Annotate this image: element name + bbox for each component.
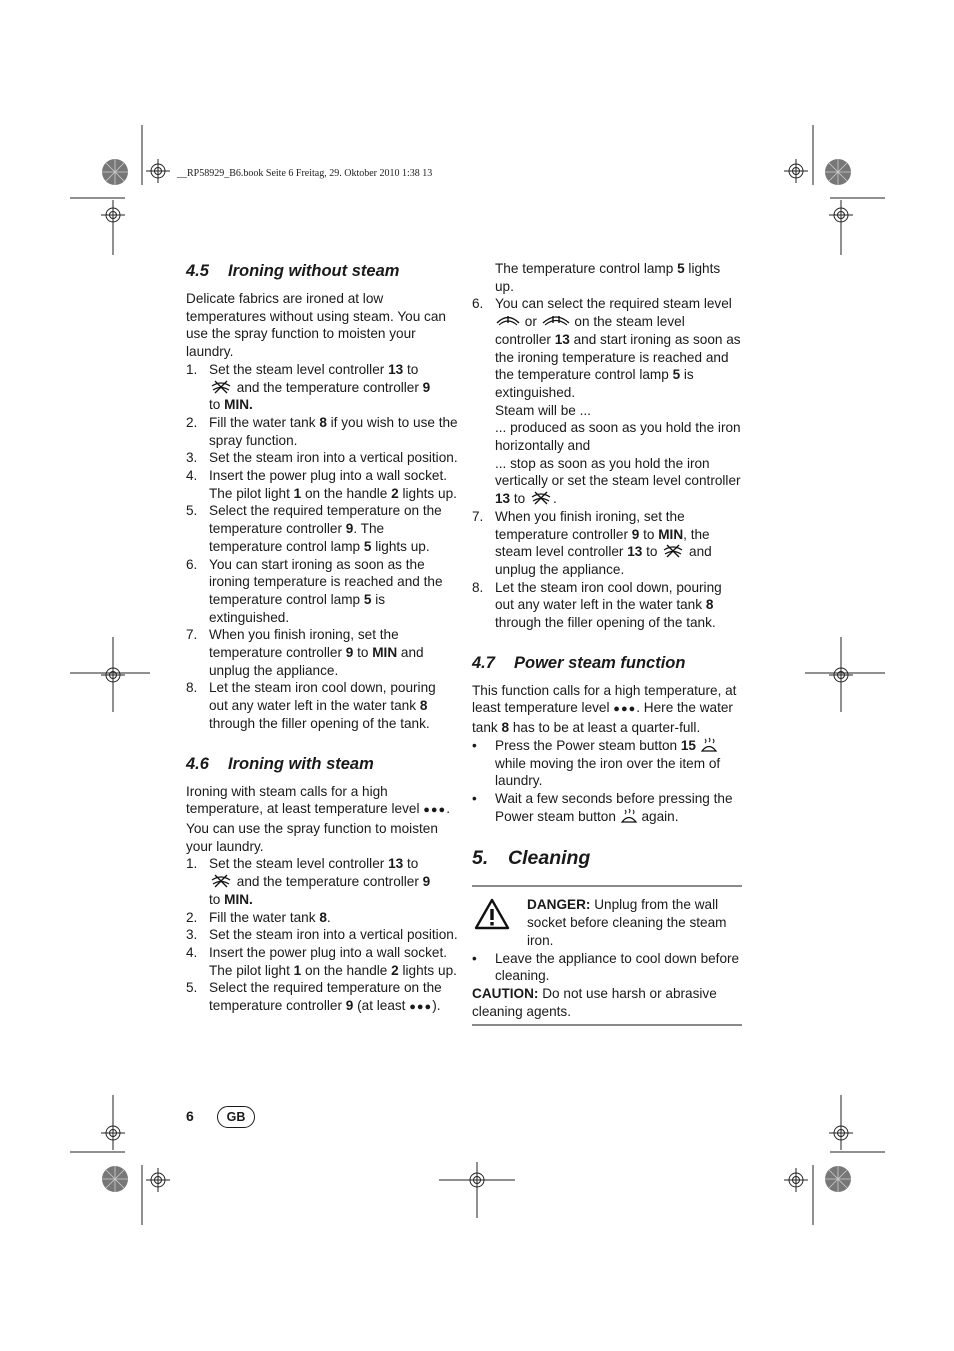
section-intro: Delicate fabrics are ironed at low temperatures without using steam. You can use the spray function to moisten your laundry. — [186, 291, 446, 360]
right-column — [472, 260, 742, 1026]
list-item: 1. Set the steam level controller 13 to and the temperature controller 9 to MIN. — [186, 856, 431, 907]
warning-icon — [474, 898, 510, 930]
page-number: 6 — [186, 1108, 194, 1124]
section-heading-4-7: 4.7 Power steam function — [472, 653, 686, 672]
caution-note: CAUTION: Do not use harsh or abrasive cleaning agents. — [472, 985, 717, 1019]
list-item: • Leave the appliance to cool down before cleaning. — [472, 950, 740, 984]
list-item: 1. Set the steam level controller 13 to and the temperature controller 9 to MIN. — [186, 361, 431, 413]
list-item: 4. Insert the power plug into a wall socket. The pilot light 1 on the handle 2 lights up. — [186, 468, 457, 501]
section-intro: Ironing with steam calls for a high temperature, at least temperature level ●●●. You can use the spray function to moisten your laundry. — [186, 783, 450, 854]
print-header: __RP58929_B6.book Seite 6 Freitag, 29. Oktober 2010 1:38 13 — [177, 168, 433, 179]
list-item: 8. Let the steam iron cool down, pouring out any water left in the water tank 8 through the filler opening of the tank. — [186, 680, 436, 731]
section-heading-4-6: 4.6 Ironing with steam — [186, 754, 374, 773]
section-heading-4-5: 4.5 Ironing without steam — [186, 262, 400, 280]
left-column — [186, 260, 458, 1017]
power-steam-icon — [620, 808, 638, 824]
box-rule-bottom — [472, 1024, 742, 1026]
continuation-text: The temperature control lamp 5 lights up. — [495, 261, 721, 294]
steam-off-icon — [529, 490, 553, 506]
steps-list — [472, 295, 742, 631]
bullet-list — [472, 950, 742, 985]
list-item: • Wait a few seconds before pressing the Power steam button again. — [472, 790, 733, 824]
steam-level-high-icon — [541, 313, 571, 329]
list-item: 3. Set the steam iron into a vertical position. — [186, 450, 458, 466]
list-item: 4. Insert the power plug into a wall socket. The pilot light 1 on the handle 2 lights up. — [186, 944, 457, 978]
steam-off-icon — [209, 379, 233, 395]
steps-list — [186, 855, 458, 1016]
list-item: 3. Set the steam iron into a vertical position. — [186, 927, 458, 943]
list-item: 2. Fill the water tank 8 if you wish to use the spray function. — [186, 414, 458, 448]
list-item: 7. When you finish ironing, set the temperature controller 9 to MIN, the steam level controller 13 to and unplug the appliance. — [472, 508, 712, 577]
list-item: 2. Fill the water tank 8. — [186, 909, 331, 925]
steam-level-low-icon — [495, 313, 521, 329]
bullet-list — [472, 737, 742, 826]
list-item: 8. Let the steam iron cool down, pouring out any water left in the water tank 8 through the filler opening of the tank. — [472, 579, 722, 631]
chapter-heading-cleaning: 5. Cleaning — [472, 847, 591, 870]
section-intro: This function calls for a high temperature, at least temperature level ●●●. Here the water tank 8 has to be at least a quarter-full. — [472, 682, 737, 736]
box-rule-top — [472, 885, 742, 887]
list-item: 5. Select the required temperature on the temperature controller 9. The temperature control lamp 5 lights up. — [186, 503, 442, 554]
list-item: 5. Select the required temperature on the temperature controller 9 (at least ●●●). — [186, 980, 442, 1014]
steam-off-icon — [209, 873, 233, 889]
list-item: • Press the Power steam button 15 while moving the iron over the item of laundry. — [472, 737, 721, 789]
steps-list — [186, 361, 458, 733]
list-item: 7. When you finish ironing, set the temperature controller 9 to MIN and unplug the appliance. — [186, 627, 424, 678]
list-item: 6. You can select the required steam level or on the steam level controller 13 and start ironing as soon as the ironing temperature is reached and the temperature control lamp 5 is extinguished. Steam will be ... ... produced as soon as you hold the iron horizontally and ... stop as soon as you hold the iron vertically or set the steam level controller 13 to . — [472, 296, 741, 507]
list-item: 6. You can start ironing as soon as the ironing temperature is reached and the temperature control lamp 5 is extinguished. — [186, 556, 443, 625]
danger-note: DANGER: Unplug from the wall socket before cleaning the steam iron. — [472, 896, 742, 949]
language-badge: GB — [217, 1106, 255, 1128]
power-steam-icon — [700, 737, 718, 753]
steam-off-icon — [661, 543, 685, 559]
